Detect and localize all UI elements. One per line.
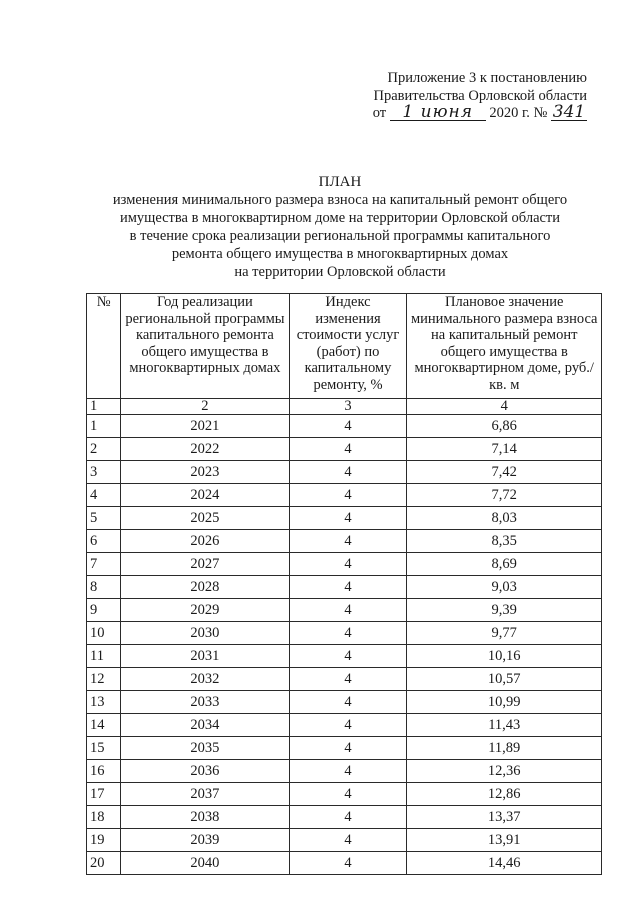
index-cell: 4 <box>289 530 407 553</box>
row-number-cell: 6 <box>87 530 121 553</box>
value-cell: 8,03 <box>407 507 602 530</box>
index-cell: 4 <box>289 599 407 622</box>
value-cell: 7,72 <box>407 484 602 507</box>
row-number-cell: 13 <box>87 691 121 714</box>
value-cell: 7,42 <box>407 461 602 484</box>
table-header-row <box>87 294 602 399</box>
handwritten-date: 1 июня <box>390 105 486 121</box>
table-row <box>87 530 602 553</box>
row-number-cell: 8 <box>87 576 121 599</box>
date-prefix: от <box>372 105 387 121</box>
table-row <box>87 553 602 576</box>
value-cell: 11,43 <box>407 714 602 737</box>
index-cell: 4 <box>289 668 407 691</box>
table-row <box>87 645 602 668</box>
row-number-cell: 3 <box>87 461 121 484</box>
table-row <box>87 438 602 461</box>
index-cell: 4 <box>289 691 407 714</box>
index-cell: 4 <box>289 484 407 507</box>
title-line: ремонта общего имущества в многоквартирных домах <box>171 246 509 262</box>
appendix-line-1: Приложение 3 к постановлению <box>387 70 587 86</box>
table-row <box>87 576 602 599</box>
year-cell: 2026 <box>121 530 289 553</box>
index-cell: 4 <box>289 829 407 852</box>
row-number-cell: 9 <box>87 599 121 622</box>
table-row <box>87 829 602 852</box>
table-body <box>87 415 602 875</box>
index-cell: 4 <box>289 714 407 737</box>
value-cell: 12,36 <box>407 760 602 783</box>
table-row <box>87 461 602 484</box>
value-cell: 7,14 <box>407 438 602 461</box>
appendix-header <box>373 70 587 123</box>
value-cell: 13,37 <box>407 806 602 829</box>
year-cell: 2021 <box>121 415 289 438</box>
row-number-cell: 10 <box>87 622 121 645</box>
value-cell: 6,86 <box>407 415 602 438</box>
year-cell: 2030 <box>121 622 289 645</box>
value-cell: 9,77 <box>407 622 602 645</box>
row-number-cell: 7 <box>87 553 121 576</box>
column-number: 2 <box>121 399 289 415</box>
year-cell: 2024 <box>121 484 289 507</box>
row-number-cell: 18 <box>87 806 121 829</box>
value-cell: 8,35 <box>407 530 602 553</box>
index-cell: 4 <box>289 507 407 530</box>
year-cell: 2038 <box>121 806 289 829</box>
year-cell: 2033 <box>121 691 289 714</box>
column-number: 1 <box>87 399 121 415</box>
table-row <box>87 714 602 737</box>
row-number-cell: 20 <box>87 852 121 875</box>
title-line: изменения минимального размера взноса на капитальный ремонт общего <box>112 192 568 208</box>
table-row <box>87 668 602 691</box>
header-number: № <box>87 294 121 399</box>
row-number-cell: 4 <box>87 484 121 507</box>
title-line: имущества в многоквартирном доме на территории Орловской области <box>119 210 561 226</box>
row-number-cell: 17 <box>87 783 121 806</box>
header-year: Год реализации региональной программы капитального ремонта общего имущества в многоквартирных домах <box>121 294 289 399</box>
row-number-cell: 16 <box>87 760 121 783</box>
table-row <box>87 622 602 645</box>
row-number-cell: 11 <box>87 645 121 668</box>
value-cell: 8,69 <box>407 553 602 576</box>
table-row <box>87 760 602 783</box>
index-cell: 4 <box>289 415 407 438</box>
index-cell: 4 <box>289 553 407 576</box>
year-cell: 2039 <box>121 829 289 852</box>
index-cell: 4 <box>289 576 407 599</box>
plan-table <box>86 293 602 875</box>
row-number-cell: 12 <box>87 668 121 691</box>
value-cell: 10,16 <box>407 645 602 668</box>
year-cell: 2037 <box>121 783 289 806</box>
value-cell: 10,99 <box>407 691 602 714</box>
column-number: 3 <box>289 399 407 415</box>
year-cell: 2027 <box>121 553 289 576</box>
index-cell: 4 <box>289 737 407 760</box>
value-cell: 9,39 <box>407 599 602 622</box>
index-cell: 4 <box>289 645 407 668</box>
index-cell: 4 <box>289 461 407 484</box>
year-cell: 2023 <box>121 461 289 484</box>
index-cell: 4 <box>289 806 407 829</box>
row-number-cell: 14 <box>87 714 121 737</box>
year-text: 2020 г. № <box>489 105 548 121</box>
row-number-cell: 1 <box>87 415 121 438</box>
index-cell: 4 <box>289 783 407 806</box>
index-cell: 4 <box>289 760 407 783</box>
value-cell: 13,91 <box>407 829 602 852</box>
year-cell: 2022 <box>121 438 289 461</box>
table-row <box>87 507 602 530</box>
year-cell: 2040 <box>121 852 289 875</box>
year-cell: 2032 <box>121 668 289 691</box>
row-number-cell: 15 <box>87 737 121 760</box>
year-cell: 2036 <box>121 760 289 783</box>
year-cell: 2035 <box>121 737 289 760</box>
title-line: в течение срока реализации региональной программы капитального <box>129 228 551 244</box>
row-number-cell: 5 <box>87 507 121 530</box>
column-number: 4 <box>407 399 602 415</box>
table-row <box>87 783 602 806</box>
header-value: Плановое значение минимального размера взноса на капитальный ремонт общего имущества в многоквартирном доме, руб./кв. м <box>407 294 602 399</box>
column-number-row <box>87 399 602 415</box>
table-row <box>87 415 602 438</box>
appendix-line-2: Правительства Орловской области <box>373 87 587 104</box>
table-row <box>87 852 602 875</box>
year-cell: 2031 <box>121 645 289 668</box>
value-cell: 9,03 <box>407 576 602 599</box>
index-cell: 4 <box>289 622 407 645</box>
handwritten-number: 341 <box>552 102 586 122</box>
year-cell: 2028 <box>121 576 289 599</box>
row-number-cell: 2 <box>87 438 121 461</box>
year-cell: 2025 <box>121 507 289 530</box>
index-cell: 4 <box>289 852 407 875</box>
plan-heading: ПЛАН <box>318 174 362 190</box>
value-cell: 12,86 <box>407 783 602 806</box>
title-line: на территории Орловской области <box>234 264 446 280</box>
table-row <box>87 599 602 622</box>
table-row <box>87 484 602 507</box>
index-cell: 4 <box>289 438 407 461</box>
year-cell: 2029 <box>121 599 289 622</box>
table-row <box>87 806 602 829</box>
document-title <box>60 173 620 281</box>
row-number-cell: 19 <box>87 829 121 852</box>
value-cell: 10,57 <box>407 668 602 691</box>
value-cell: 14,46 <box>407 852 602 875</box>
table-row <box>87 737 602 760</box>
header-index: Индекс изменения стоимости услуг (работ) по капитальному ремонту, % <box>289 294 407 399</box>
decree-date-line <box>372 102 587 123</box>
year-cell: 2034 <box>121 714 289 737</box>
table-row <box>87 691 602 714</box>
value-cell: 11,89 <box>407 737 602 760</box>
